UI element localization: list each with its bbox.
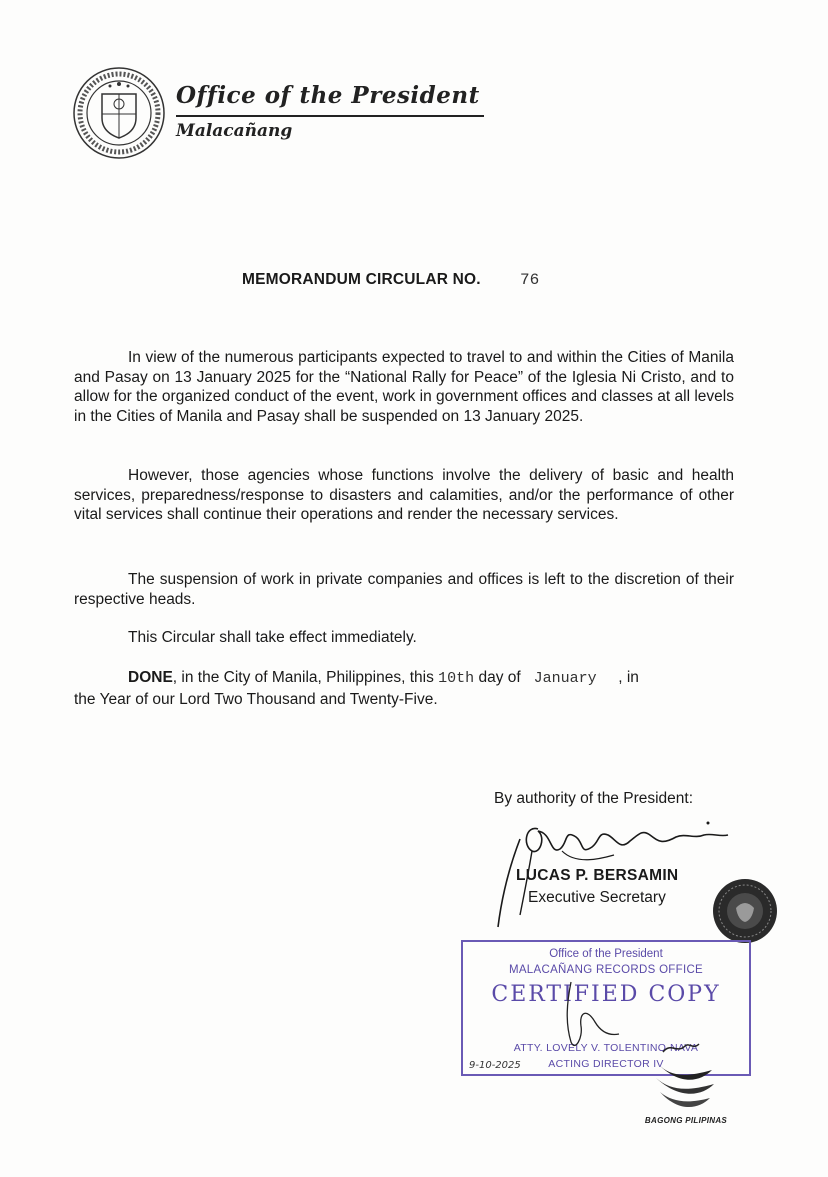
done-text-2: day of bbox=[478, 669, 521, 686]
signatory-name: LUCAS P. BERSAMIN bbox=[516, 867, 679, 884]
done-clause-line-2: the Year of our Lord Two Thousand and Twenty-Five. bbox=[74, 691, 438, 708]
paragraph-4: This Circular shall take effect immediately. bbox=[128, 629, 417, 646]
memo-number: 76 bbox=[520, 271, 540, 289]
paragraph-2: However, those agencies whose functions involve the delivery of basic and health services, preparedness/response to disasters and calamities, and/or the performance of other vital services shall continue their operations and render the necessary services. bbox=[74, 467, 734, 523]
stamp-office: Office of the President bbox=[549, 948, 663, 960]
bagong-pilipinas-label: BAGONG PILIPINAS bbox=[644, 1116, 728, 1125]
stamp-certifier-name: ATTY. LOVELY V. TOLENTINO-NAVA bbox=[513, 1042, 699, 1054]
palace-name: Malacañang bbox=[176, 121, 293, 141]
memo-title: MEMORANDUM CIRCULAR NO. bbox=[242, 271, 481, 288]
paragraph-3: The suspension of work in private companies and offices is left to the discretion of their respective heads. bbox=[74, 571, 734, 608]
signatory-title: Executive Secretary bbox=[528, 889, 666, 906]
office-name: Office of the President bbox=[176, 82, 480, 109]
dry-seal-icon bbox=[712, 878, 778, 944]
bagong-pilipinas-logo-icon bbox=[650, 1056, 720, 1114]
done-label: DONE bbox=[128, 669, 173, 686]
stamp-records-office: MALACAÑANG RECORDS OFFICE bbox=[508, 964, 704, 976]
done-text-3: , in bbox=[618, 669, 639, 686]
stamp-certified-copy: CERTIFIED COPY bbox=[491, 982, 721, 1007]
authority-line: By authority of the President: bbox=[494, 790, 694, 807]
header-rule bbox=[176, 115, 484, 117]
done-day: 10th bbox=[438, 670, 475, 687]
stamp-certifier-title: ACTING DIRECTOR IV bbox=[548, 1058, 664, 1070]
done-clause bbox=[128, 668, 639, 689]
done-month: January bbox=[533, 670, 597, 687]
paragraph-1: In view of the numerous participants expected to travel to and within the Cities of Manila and Pasay on 13 January 2025 for the “National Rally for Peace” of the Iglesia Ni Cristo, and to allow for the organized conduct of the event, work in government offices and classes at all levels in the Cities of Manila and Pasay shall be suspended on 13 January 2025. bbox=[74, 349, 734, 425]
done-text-1: , in the City of Manila, Philippines, this bbox=[172, 669, 434, 686]
stamp-date: 9-10-2025 bbox=[469, 1060, 521, 1071]
presidential-seal-icon bbox=[72, 66, 166, 160]
